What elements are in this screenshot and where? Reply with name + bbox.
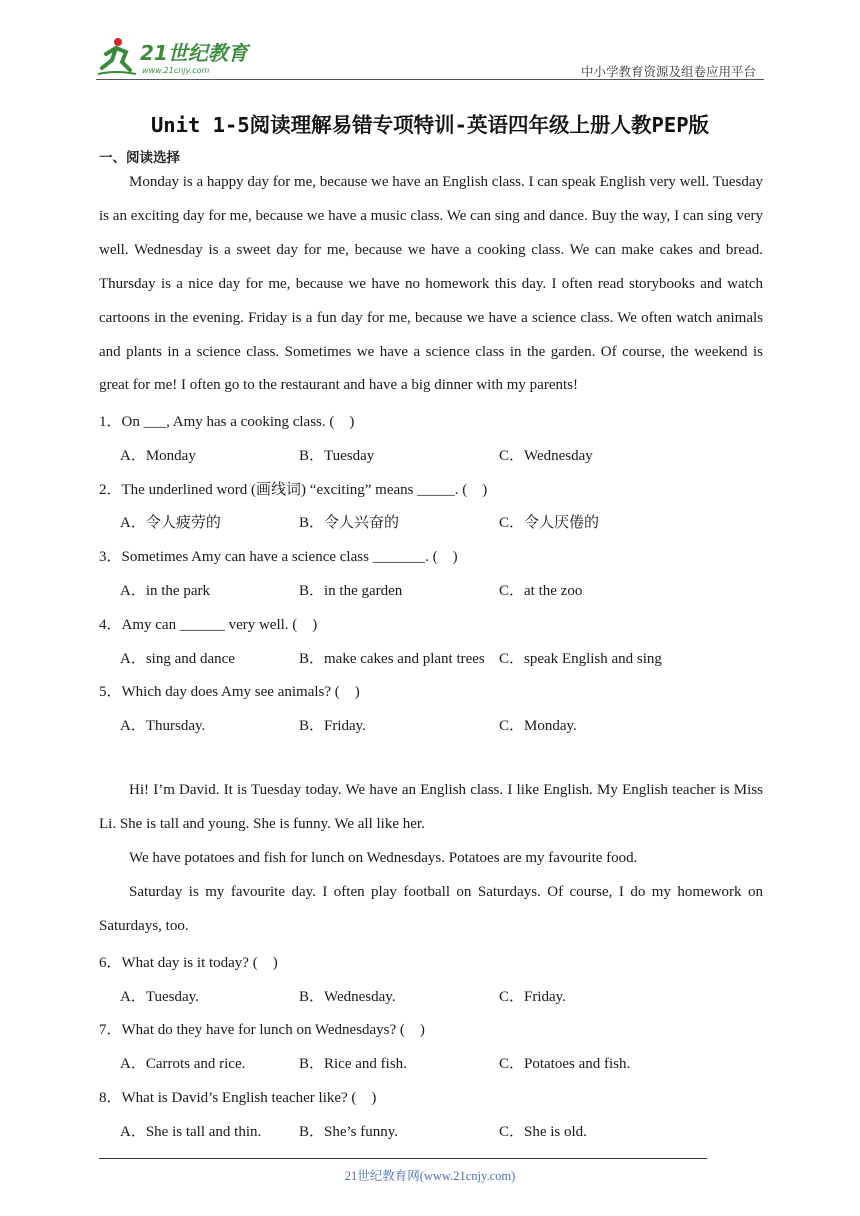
footer-divider	[99, 1158, 707, 1159]
page-header	[96, 34, 764, 80]
q2-option-c: C．令人厌倦的	[499, 515, 600, 531]
q6-option-a: A．Tuesday.	[120, 989, 199, 1005]
q4-option-c: C．speak English and sing	[499, 651, 662, 667]
q4-option-a: A．sing and dance	[120, 651, 235, 667]
q3-option-c: C．at the zoo	[499, 583, 583, 599]
header-divider	[96, 79, 764, 80]
reading-passage-2-para-3: Saturday is my favourite day. I often play football on Saturdays. Of course, I do my homework on Saturdays, too.	[99, 884, 763, 934]
q7-option-a: A．Carrots and rice.	[120, 1056, 246, 1072]
q2-option-a: A．令人疲劳的	[120, 515, 221, 531]
question-4: 4．Amy can ______ very well. ( )	[99, 617, 318, 633]
q6-option-b: B．Wednesday.	[299, 989, 396, 1005]
q1-option-a: A．Monday	[120, 448, 196, 464]
question-1: 1．On ___, Amy has a cooking class. ( )	[99, 414, 355, 430]
section-heading: 一、阅读选择	[99, 150, 180, 166]
q8-option-a: A．She is tall and thin.	[120, 1124, 262, 1140]
q2-option-b: B．令人兴奋的	[299, 515, 400, 531]
q7-option-c: C．Potatoes and fish.	[499, 1056, 631, 1072]
question-2: 2．The underlined word (画线词) “exciting” means _____. ( )	[99, 482, 488, 498]
question-8: 8．What is David’s English teacher like? ( )	[99, 1090, 377, 1106]
logo-21cnjy	[96, 34, 266, 78]
q3-option-a: A．in the park	[120, 583, 210, 599]
platform-label: 中小学教育资源及组卷应用平台	[580, 64, 756, 79]
q4-option-b: B．make cakes and plant trees	[299, 651, 485, 667]
q1-option-b: B．Tuesday	[299, 448, 375, 464]
q8-option-c: C．She is old.	[499, 1124, 587, 1140]
svg-text:www.21cnjy.com: www.21cnjy.com	[142, 66, 210, 75]
svg-text:21世纪教育: 21世纪教育	[140, 41, 248, 65]
q8-option-b: B．She’s funny.	[299, 1124, 399, 1140]
q3-option-b: B．in the garden	[299, 583, 403, 599]
q5-option-c: C．Monday.	[499, 718, 577, 734]
document-title: Unit 1-5阅读理解易错专项特训-英语四年级上册人教PEP版	[150, 113, 710, 137]
question-7: 7．What do they have for lunch on Wednesdays? ( )	[99, 1022, 425, 1038]
reading-passage-2-para-2: We have potatoes and fish for lunch on Wednesdays. Potatoes are my favourite food.	[129, 850, 638, 866]
footer-source: 21世纪教育网(www.21cnjy.com)	[344, 1169, 516, 1183]
q6-option-c: C．Friday.	[499, 989, 566, 1005]
q7-option-b: B．Rice and fish.	[299, 1056, 407, 1072]
question-3: 3．Sometimes Amy can have a science class _______. ( )	[99, 549, 458, 565]
question-6: 6．What day is it today? ( )	[99, 955, 278, 971]
reading-passage-2-para-1: Hi! I’m David. It is Tuesday today. We have an English class. I like English. My English teacher is Miss Li. She is tall and young. She is funny. We all like her.	[99, 782, 763, 832]
q5-option-a: A．Thursday.	[120, 718, 206, 734]
q1-option-c: C．Wednesday	[499, 448, 593, 464]
reading-passage-1: Monday is a happy day for me, because we have an English class. I can speak English very well. Tuesday is an exciting day for me, because we have a music class. We can sing and dance. Buy the way, I can sing very well. Wednesday is a sweet day for me, because we have a cooking class. We can make cakes and bread. Thursday is a nice day for me, because we have no homework this day. I often read storybooks and watch cartoons in the evening. Friday is a fun day for me, because we have a science class. We often watch animals and plants in a science class. Sometimes we have a science class in the garden. Of course, the weekend is great for me! I often go to the restaurant and have a big dinner with my parents!	[99, 174, 764, 394]
q5-option-b: B．Friday.	[299, 718, 366, 734]
question-5: 5．Which day does Amy see animals? ( )	[99, 684, 360, 700]
